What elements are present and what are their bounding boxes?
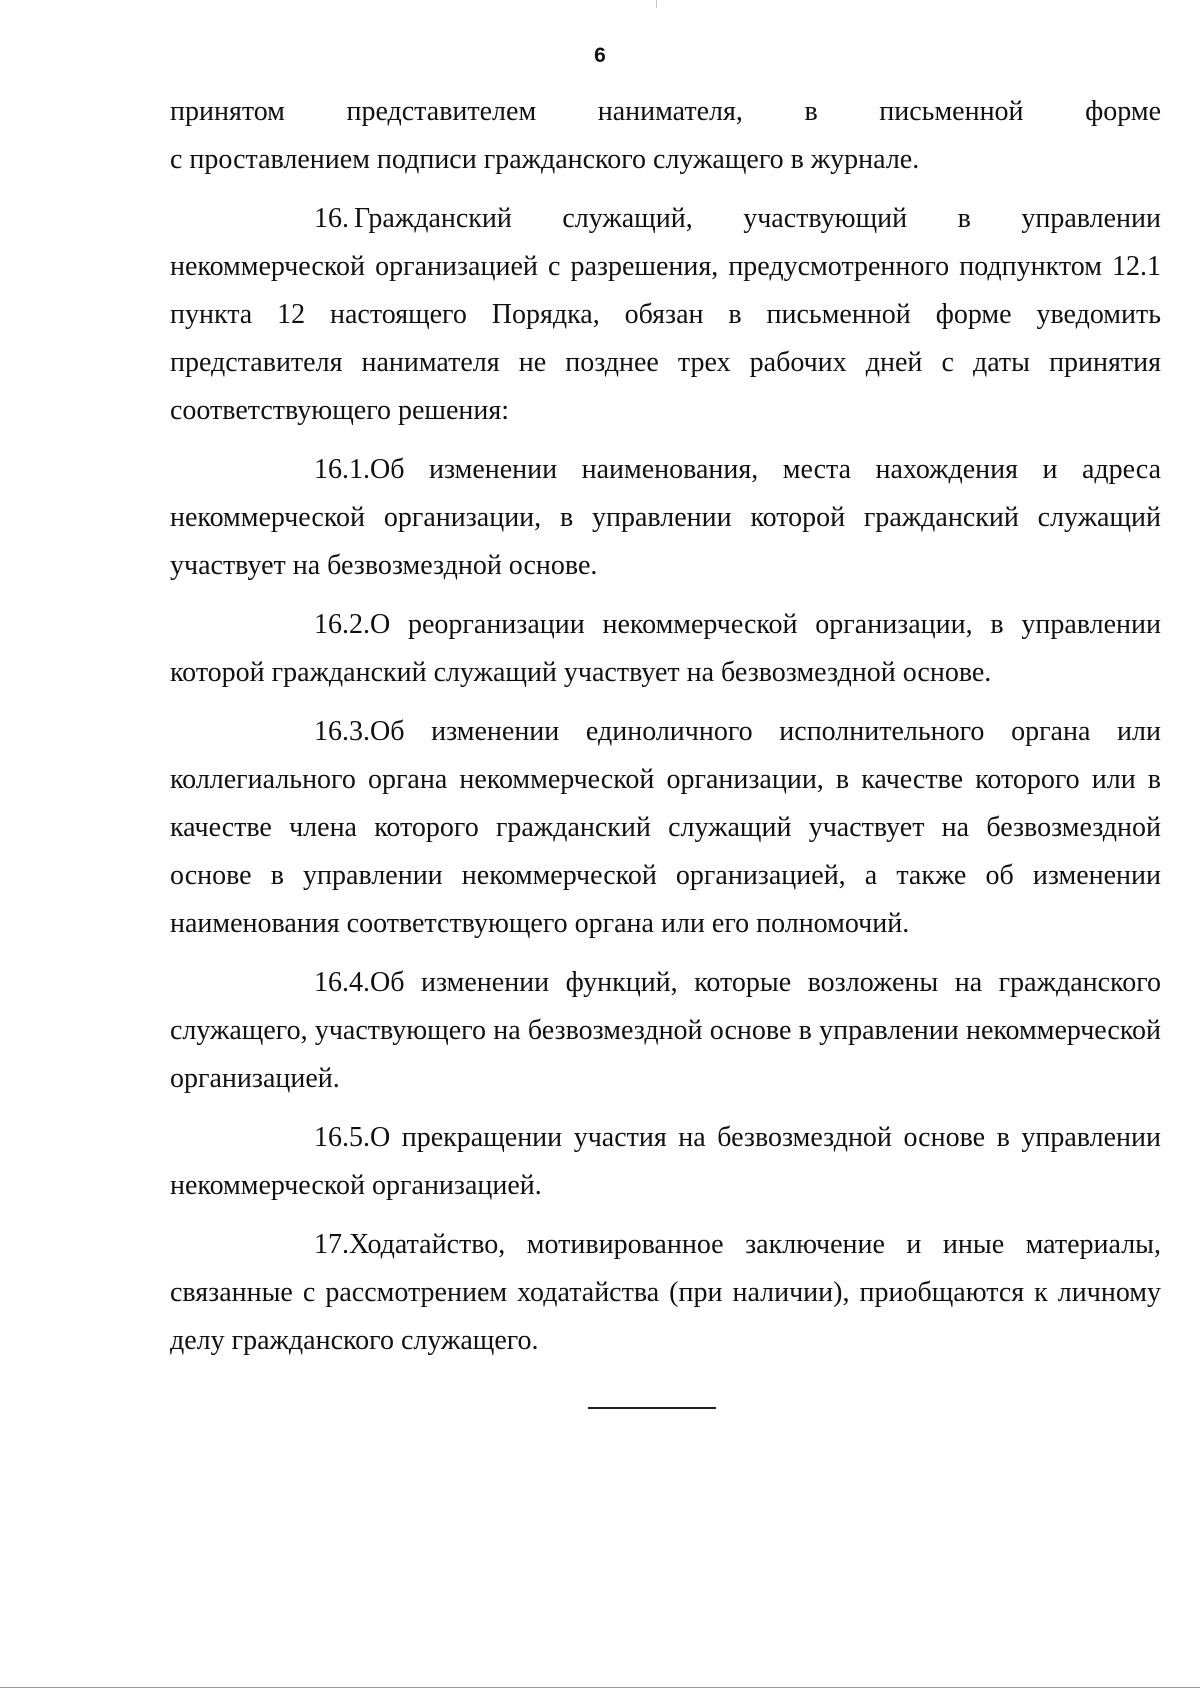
page-bottom-edge xyxy=(0,1687,1200,1688)
paragraph-continued-line: принятом представителем нанимателя, в письменной форме xyxy=(170,96,1161,127)
page-number: 6 xyxy=(594,44,606,67)
paragraph-16-5 xyxy=(170,1114,1161,1210)
paragraph-16-3 xyxy=(170,708,1161,948)
paragraph-16-3-text: Об изменении единоличного исполнительного органа или коллегиального органа некоммерческой организации, в качестве которого или в качестве члена которого гражданский служащий участвует на безвозмездной основе в управлении некоммерческой организацией, а также об изменении наименования соответствующего органа или его полномочий. xyxy=(170,716,1161,939)
closing-divider-line xyxy=(588,1407,716,1409)
paragraph-16-5-text: О прекращении участия на безвозмездной основе в управлении некоммерческой организацией. xyxy=(170,1122,1161,1201)
paragraph-16-number: 16. xyxy=(314,203,349,234)
paragraph-16-1 xyxy=(170,446,1161,590)
paragraph-17-number: 17. xyxy=(314,1229,349,1260)
paragraph-16 xyxy=(170,195,1161,435)
paragraph-16-2 xyxy=(170,601,1161,697)
paragraph-continued-rest: с проставлением подписи гражданского служащего в журнале. xyxy=(170,144,920,175)
paragraph-16-4-text: Об изменении функций, которые возложены на гражданского служащего, участвующего на безвозмездной основе в управлении некоммерческой организацией. xyxy=(170,967,1161,1094)
paragraph-17-text: Ходатайство, мотивированное заключение и иные материалы, связанные с рассмотрением ходатайства (при наличии), приобщаются к личному делу гражданского служащего. xyxy=(170,1229,1161,1356)
paragraph-16-4-number: 16.4. xyxy=(314,967,370,998)
paragraph-16-3-number: 16.3. xyxy=(314,716,370,747)
paragraph-16-1-text: Об изменении наименования, места нахождения и адреса некоммерческой организации, в управлении которой гражданский служащий участвует на безвозмездной основе. xyxy=(170,454,1161,581)
document-body xyxy=(170,88,1161,1376)
paragraph-16-text: Гражданский служащий, участвующий в управлении некоммерческой организацией с разрешения, предусмотренного подпунктом 12.1 пункта 12 настоящего Порядка, обязан в письменной форме уведомить представителя нанимателя не позднее трех рабочих дней с даты принятия соответствующего решения: xyxy=(170,203,1161,426)
paragraph-16-1-number: 16.1. xyxy=(314,454,370,485)
scan-edge-mark xyxy=(656,0,657,8)
paragraph-16-5-number: 16.5. xyxy=(314,1122,370,1153)
paragraph-16-4 xyxy=(170,959,1161,1103)
paragraph-16-2-text: О реорганизации некоммерческой организации, в управлении которой гражданский служащий участвует на безвозмездной основе. xyxy=(170,609,1161,688)
paragraph-16-2-number: 16.2. xyxy=(314,609,370,640)
paragraph-17 xyxy=(170,1221,1161,1365)
